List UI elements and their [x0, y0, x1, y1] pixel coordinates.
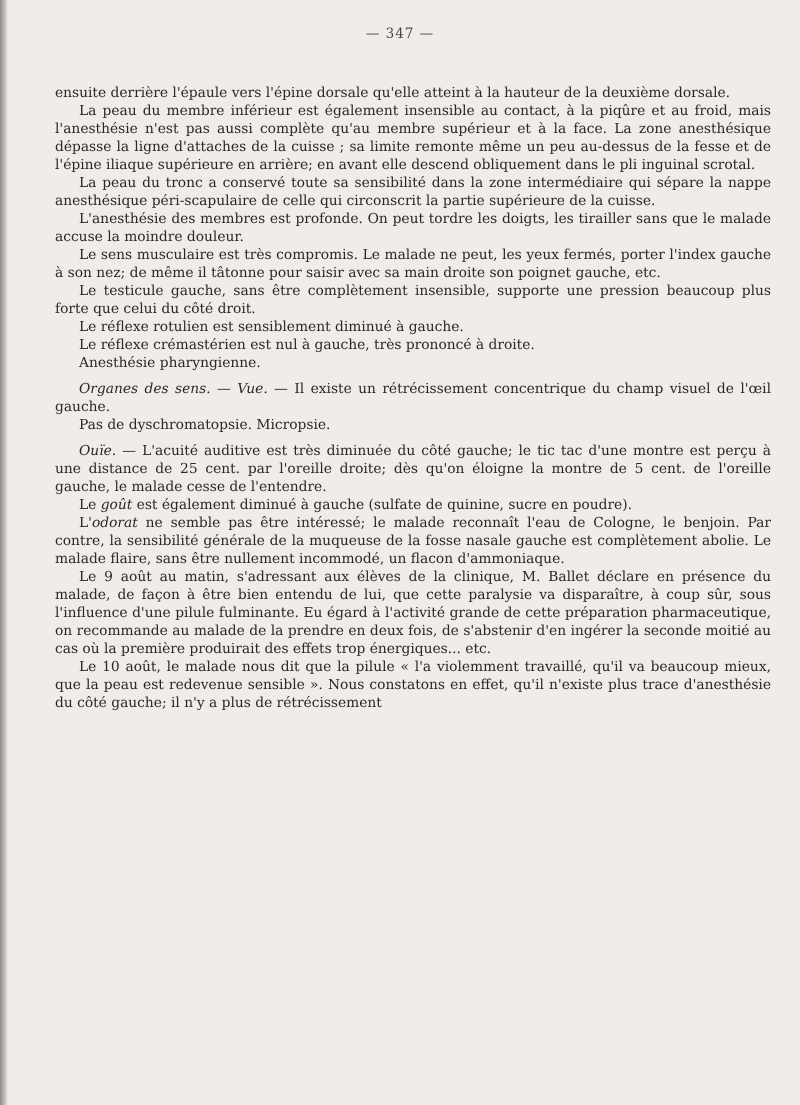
binding-shadow — [0, 0, 8, 1105]
paragraph-continued: ensuite derrière l'épaule vers l'épine dorsale qu'elle atteint à la hauteur de la deuxième dorsale. — [55, 85, 731, 101]
paragraph-anesthesia-depth: L'anesthésie des membres est profonde. On peut tordre les doigts, les tirailler sans que le malade accuse la moindre douleur. — [55, 211, 771, 245]
taste-term: goût — [100, 497, 133, 513]
hearing-text: — L'acuité auditive est très diminuée du côté gauche; le tic tac d'une montre est perçu à une distance de 25 cent. par l'oreille droite; dès qu'on éloigne la montre de 5 cent. de l'oreille gauche, le malade cesse de l'entendre. — [55, 443, 771, 495]
paragraph-pharyngeal: Anesthésie pharyngienne. — [79, 355, 261, 371]
paragraph-august-10: Le 10 août, le malade nous dit que la pilule « l'a violemment travaillé, qu'il va beaucoup mieux, que la peau est redevenue sensible ». Nous constatons en effet, qu'il n'existe plus trace d'anesthésie du côté gauche; il n'y a plus de rétrécissement — [55, 659, 771, 711]
paragraph-august-9: Le 9 août au matin, s'adressant aux élèves de la clinique, M. Ballet déclare en présence du malade, de façon à être bien entendu de lui, que cette paralysie va disparaître, à coup sûr, sous l'influence d'une pilule fulminante. Eu égard à l'activité grande de cette préparation pharmaceutique, on recommande au malade de la prendre en deux fois, de s'abstenir d'en ingérer la seconde moitié au cas où la première produirait des effets trop énergiques... etc. — [55, 569, 771, 657]
paragraph-hearing — [55, 442, 771, 496]
smell-text: ne semble pas être intéressé; le malade reconnaît l'eau de Cologne, le benjoin. Par contre, la sensibilité générale de la muqueuse de la fosse nasale gauche est complètement abolie. Le malade flaire, sans être nullement incommodé, un flacon d'ammoniaque. — [55, 515, 771, 567]
paragraph-trunk: La peau du tronc a conservé toute sa sensibilité dans la zone intermédiaire qui sépare la nappe anesthésique péri-scapulaire de celle qui circonscrit la partie supérieure de la cuisse. — [55, 175, 771, 209]
paragraph-cremasteric-reflex: Le réflexe crémastérien est nul à gauche, très prononcé à droite. — [79, 337, 535, 353]
paragraph-smell — [55, 514, 771, 568]
section-lead-vision: Organes des sens. — Vue. — [79, 381, 268, 397]
paragraph-testicle: Le testicule gauche, sans être complètement insensible, supporte une pression beaucoup plus forte que celui du côté droit. — [55, 283, 771, 317]
section-lead-hearing: Ouïe. — [79, 443, 117, 459]
smell-term: odorat — [91, 515, 138, 531]
paragraph-muscular-sense: Le sens musculaire est très compromis. Le malade ne peut, les yeux fermés, porter l'index gauche à son nez; de même il tâtonne pour saisir avec sa main droite son poignet gauche, etc. — [55, 247, 771, 281]
paragraph-patellar-reflex: Le réflexe rotulien est sensiblement diminué à gauche. — [79, 319, 464, 335]
vision-text: — Il existe un rétrécissement concentrique du champ visuel de l'œil gauche. — [55, 381, 771, 415]
paragraph-taste — [55, 496, 771, 514]
paragraph-vision — [55, 380, 771, 416]
paragraph-lower-limb: La peau du membre inférieur est également insensible au contact, à la piqûre et au froid, mais l'anesthésie n'est pas aussi complète qu'au membre supérieur et à la face. La zone anesthésique dépasse la ligne d'attaches de la cuisse ; sa limite remonte même un peu au-dessus de la fesse et de l'épine iliaque supérieure en arrière; en avant elle descend obliquement dans le pli inguinal scrotal. — [55, 103, 771, 173]
taste-pre: Le — [79, 497, 101, 513]
body-text — [55, 84, 771, 712]
page-number: — 347 — — [365, 26, 435, 42]
taste-text: est également diminué à gauche (sulfate de quinine, sucre en poudre). — [132, 497, 632, 513]
paragraph-dyschromatopsia: Pas de dyschromatopsie. Micropsie. — [79, 417, 331, 433]
smell-pre: L' — [79, 515, 92, 531]
